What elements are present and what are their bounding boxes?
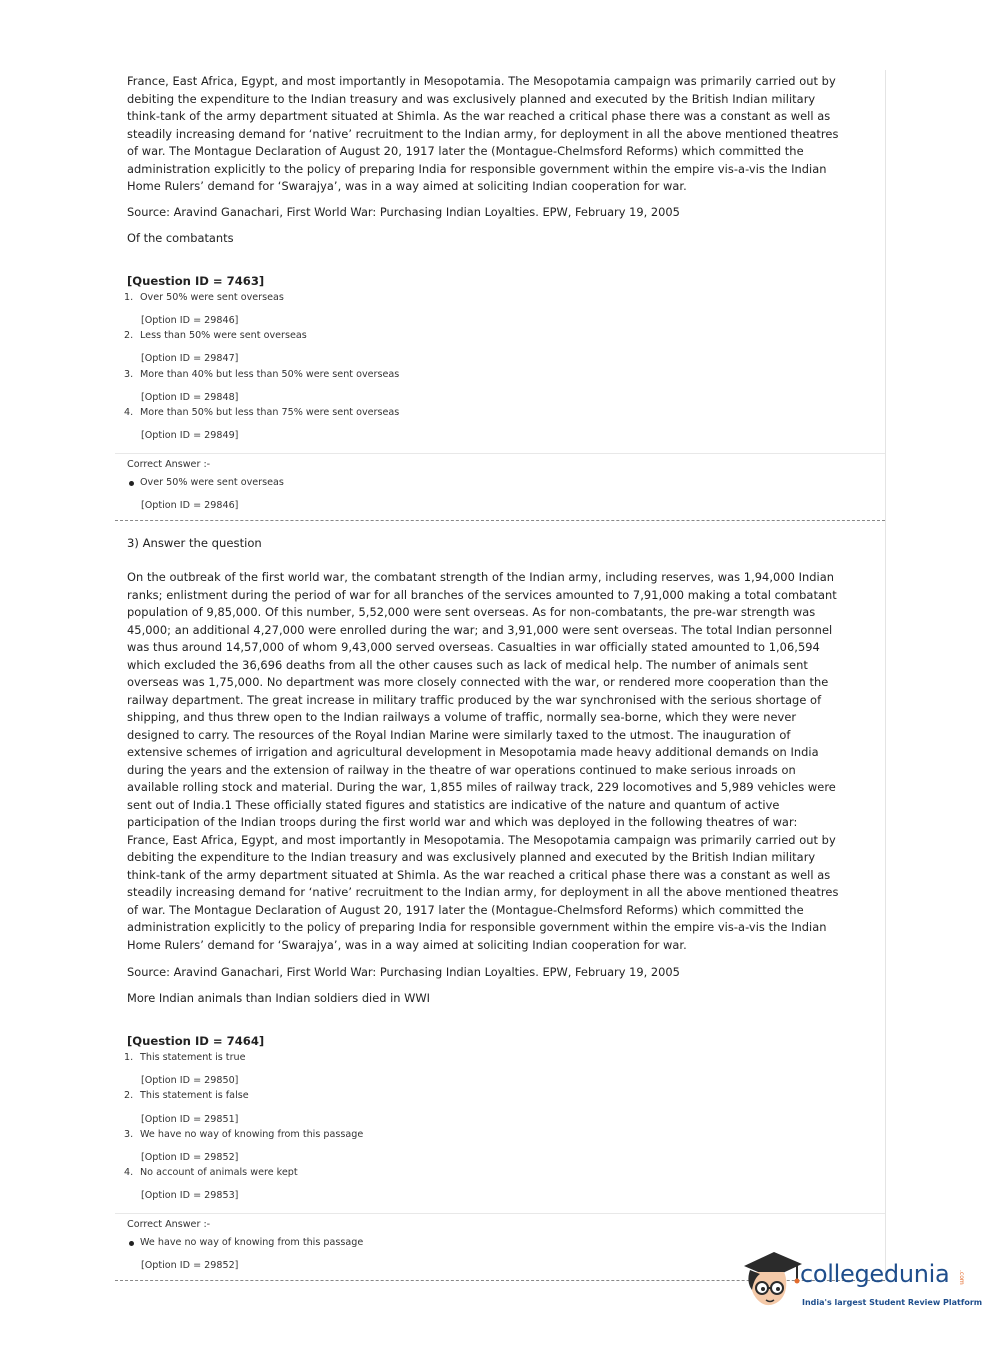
option-number: 3.	[124, 1129, 134, 1140]
option-id-text: [Option ID = 29849]	[141, 430, 239, 441]
passage-line: 45,000; an additional 4,27,000 were enrolled during the war; and 3,91,000 were sent overseas. The total Indian personnel	[127, 622, 833, 637]
question-separator	[115, 520, 885, 521]
passage-line: On the outbreak of the first world war, the combatant strength of the Indian army, including reserves, was 1,94,000 Indian	[127, 570, 835, 584]
option-text: We have no way of knowing from this passage	[140, 1129, 364, 1140]
passage-line: think-tank of the army department situated at Shimla. As the war reached a critical phase there was a constant as well as	[127, 109, 831, 123]
option-id-text: [Option ID = 29851]	[141, 1114, 239, 1125]
passage-line: Home Rulers’ demand for ‘Swarajya’, was in a way aimed at soliciting Indian cooperation for war.	[127, 937, 687, 952]
graduate-mascot-icon	[740, 1248, 804, 1314]
option-text: More than 50% but less than 75% were sent overseas	[140, 407, 400, 418]
passage-line: France, East Africa, Egypt, and most importantly in Mesopotamia. The Mesopotamia campaign was primarily carried out by	[127, 74, 836, 88]
option-text: This statement is true	[140, 1052, 246, 1063]
passage-line: overseas was 1,75,000. No department was more closely connected with the war, or rendered more cooperation than the	[127, 675, 829, 689]
option-id-text: [Option ID = 29852]	[141, 1260, 239, 1271]
option-id-text: [Option ID = 29850]	[141, 1075, 239, 1086]
passage-line: participation of the Indian troops during the first world war and which was deployed in the following theatres of war:	[127, 815, 798, 829]
question-paper-frame	[115, 70, 886, 1280]
logo-domain-suffix: .com	[958, 1270, 965, 1285]
source-citation: Source: Aravind Ganachari, First World War: Purchasing Indian Loyalties. EPW, February 19, 2005	[127, 965, 680, 979]
question-id: [Question ID = 7463]	[127, 274, 265, 288]
passage-line: available rolling stock and material. During the war, 1,855 miles of railway track, 229 locomotives and 5,989 vehicles were	[127, 780, 836, 794]
option-id-text: [Option ID = 29853]	[141, 1190, 239, 1201]
correct-answer-label: Correct Answer :-	[127, 459, 211, 470]
collegedunia-logo[interactable]	[740, 1248, 983, 1320]
passage-line: administration explicitly to the policy of preparing India for responsible government within the empire vis-a-vis the Indian	[127, 161, 827, 176]
passage-line: shipping, and thus threw open to the Indian railways a volume of traffic, normally sea-borne, which they were never	[127, 710, 797, 724]
passage-line: administration explicitly to the policy of preparing India for responsible government within the empire vis-a-vis the Indian	[127, 920, 827, 934]
option-number: 2.	[124, 330, 134, 341]
passage-line: Home Rulers’ demand for ‘Swarajya’, was in a way aimed at soliciting Indian cooperation for war.	[127, 179, 687, 193]
question-prompt: More Indian animals than Indian soldiers died in WWI	[127, 991, 430, 1005]
correct-answer-text: We have no way of knowing from this passage	[140, 1237, 364, 1248]
option-id-text: [Option ID = 29846]	[141, 315, 239, 326]
divider	[115, 453, 885, 454]
passage-line: was thus around 14,57,000 of whom 9,43,000 served overseas. Casualties in war officially stated amounted to 1,06,594	[127, 640, 820, 654]
option-id-text: [Option ID = 29848]	[141, 392, 239, 403]
question-heading: 3) Answer the question	[127, 536, 262, 550]
passage-line: of war. The Montague Declaration of August 20, 1917 later the (Montague-Chelmsford Reforms) which committed the	[127, 144, 804, 158]
option-text: Over 50% were sent overseas	[140, 292, 284, 303]
option-number: 1.	[124, 1052, 134, 1063]
option-text: Less than 50% were sent overseas	[140, 330, 307, 341]
passage-line: population of 9,85,000. Of this number, 5,52,000 were sent overseas. As for non-combatants, the pre-war strength was	[127, 605, 816, 619]
passage-line: France, East Africa, Egypt, and most importantly in Mesopotamia. The Mesopotamia campaign was primarily carried out by	[127, 832, 836, 847]
option-text: This statement is false	[140, 1090, 249, 1101]
passage-line: debiting the expenditure to the Indian treasury and was exclusively planned and executed by the British Indian military	[127, 850, 816, 864]
option-id-text: [Option ID = 29847]	[141, 353, 239, 364]
correct-answer-label: Correct Answer :-	[127, 1219, 211, 1230]
passage-line: steadily increasing demand for ‘native’ recruitment to the Indian army, for deployment in all the above mentioned theatres	[127, 126, 839, 141]
option-number: 2.	[124, 1090, 134, 1101]
option-text: No account of animals were kept	[140, 1167, 298, 1178]
option-number: 3.	[124, 369, 134, 380]
source-citation: Source: Aravind Ganachari, First World War: Purchasing Indian Loyalties. EPW, February 19, 2005	[127, 205, 680, 219]
passage-line: railway department. The great increase in military traffic produced by the war synchronised with the serious shortage of	[127, 692, 822, 707]
passage-line: of war. The Montague Declaration of August 20, 1917 later the (Montague-Chelmsford Reforms) which committed the	[127, 902, 804, 917]
passage-line: which excluded the 36,696 deaths from all the other causes such as lack of medical help. The number of animals sent	[127, 657, 808, 672]
passage-line: debiting the expenditure to the Indian treasury and was exclusively planned and executed by the British Indian military	[127, 91, 816, 106]
option-number: 4.	[124, 407, 134, 418]
passage-1-tail	[127, 73, 873, 196]
option-id-text: [Option ID = 29852]	[141, 1152, 239, 1163]
option-number: 1.	[124, 292, 134, 303]
passage-line: designed to carry. The resources of the Royal Indian Marine were similarly taxed to the utmost. The inauguration of	[127, 727, 791, 742]
passage-line: extensive schemes of irrigation and agricultural development in Mesopotamia made heavy additional demands on India	[127, 745, 819, 759]
bullet-icon	[129, 1241, 134, 1246]
option-text: More than 40% but less than 50% were sent overseas	[140, 369, 400, 380]
passage-line: steadily increasing demand for ‘native’ recruitment to the Indian army, for deployment in all the above mentioned theatres	[127, 885, 839, 899]
passage-line: during the years and the extension of railway in the theatre of war operations continued to make serious inroads on	[127, 762, 796, 777]
divider	[115, 1213, 885, 1214]
option-number: 4.	[124, 1167, 134, 1178]
option-id-text: [Option ID = 29846]	[141, 500, 239, 511]
passage-line: sent out of India.1 These officially stated figures and statistics are indicative of the nature and quantum of active	[127, 797, 780, 812]
question-id: [Question ID = 7464]	[127, 1034, 265, 1048]
passage-text	[127, 569, 873, 954]
correct-answer-text: Over 50% were sent overseas	[140, 477, 284, 488]
passage-text	[127, 73, 873, 196]
logo-wordmark: collegedunia	[800, 1260, 950, 1288]
passage-line: think-tank of the army department situated at Shimla. As the war reached a critical phase there was a constant as well as	[127, 867, 831, 882]
question-prompt: Of the combatants	[127, 231, 234, 245]
passage-2	[127, 569, 873, 954]
bullet-icon	[129, 481, 134, 486]
passage-line: ranks; enlistment during the period of war for all branches of the services amounted to 7,91,000 making a total combatant	[127, 587, 837, 602]
logo-tagline: India's largest Student Review Platform	[802, 1298, 983, 1307]
